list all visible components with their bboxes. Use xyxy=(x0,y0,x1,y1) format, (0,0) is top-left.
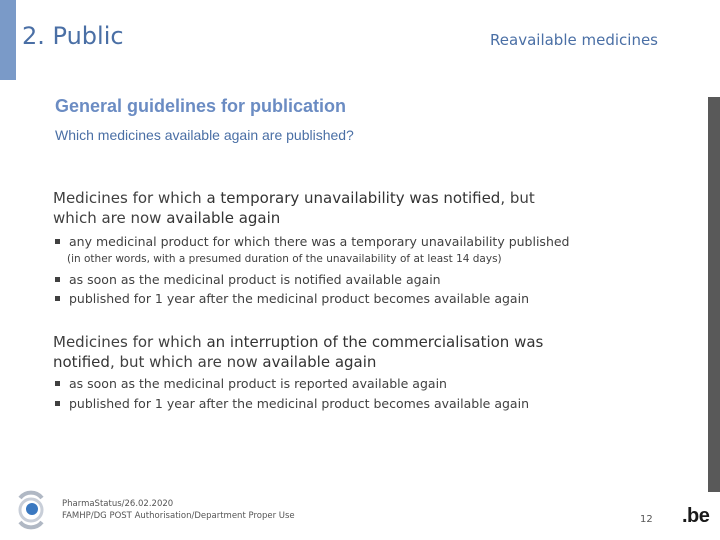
bullet-square-icon xyxy=(55,277,60,282)
block1-text: which are now xyxy=(53,209,167,227)
block1-title xyxy=(53,188,653,228)
block1-emphasis: a temporary unavailability was notified xyxy=(206,189,501,207)
list-item-text: any medicinal product for which there was a temporary unavailability published xyxy=(69,234,570,249)
footer-line: FAMHP/DG POST Authorisation/Department Proper Use xyxy=(62,511,295,521)
block2-title xyxy=(53,332,653,372)
subheading-question: Which medicines available again are published? xyxy=(55,127,354,143)
list-item xyxy=(55,234,570,249)
list-item-text: as soon as the medicinal product is notified available again xyxy=(69,272,441,287)
block1-text: Medicines for which xyxy=(53,189,207,207)
block2-text: , but which are now xyxy=(109,353,263,371)
be-logo: .be xyxy=(682,505,710,527)
bullet-square-icon xyxy=(55,401,60,406)
list-item xyxy=(55,291,529,306)
footer xyxy=(62,498,295,522)
list-item xyxy=(55,376,447,391)
list-item-text: published for 1 year after the medicinal product becomes available again xyxy=(69,396,529,411)
famhp-logo-icon xyxy=(14,486,48,530)
block2-emphasis: notified xyxy=(53,353,110,371)
page-number: 12 xyxy=(640,514,653,525)
accent-bar-left xyxy=(0,0,16,80)
block2-emphasis: available again xyxy=(262,353,377,371)
block1-text: , but xyxy=(500,189,535,207)
block2-emphasis: an interruption of the commercialisation was xyxy=(206,333,544,351)
footer-line: PharmaStatus/26.02.2020 xyxy=(62,499,174,509)
block2-text: Medicines for which xyxy=(53,333,207,351)
list-item xyxy=(55,272,441,287)
block1-emphasis: available again xyxy=(166,209,281,227)
bullet-square-icon xyxy=(55,381,60,386)
list-item xyxy=(55,396,529,411)
section-title: 2. Public xyxy=(22,22,124,50)
list-item-text: published for 1 year after the medicinal product becomes available again xyxy=(69,291,529,306)
list-item-text: as soon as the medicinal product is reported available again xyxy=(69,376,447,391)
slide-topic: Reavailable medicines xyxy=(490,31,658,49)
accent-bar-right xyxy=(708,97,720,492)
bullet-square-icon xyxy=(55,239,60,244)
bullet-note: (in other words, with a presumed duration of the unavailability of at least 14 days) xyxy=(67,253,502,265)
bullet-square-icon xyxy=(55,296,60,301)
heading-guidelines: General guidelines for publication xyxy=(55,96,347,116)
